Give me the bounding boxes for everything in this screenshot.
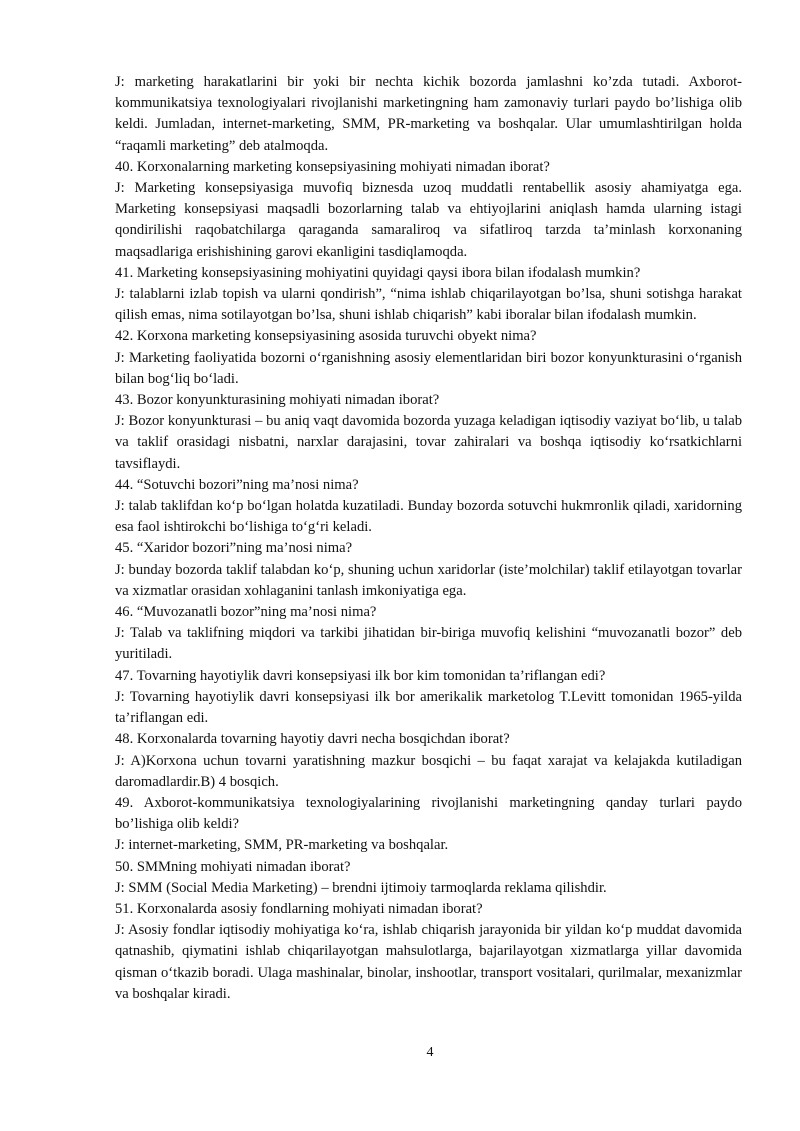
- paragraph-answer: J: internet-marketing, SMM, PR-marketing va boshqalar.: [115, 837, 449, 854]
- question-42: 42. Korxona marketing konsepsiyasining asosida turuvchi obyekt nima?: [115, 328, 537, 345]
- page-body: [115, 72, 742, 1005]
- question-50: 50. SMMning mohiyati nimadan iborat?: [115, 858, 351, 875]
- page-number: 4: [426, 1045, 434, 1060]
- paragraph-answer: J: Talab va taklifning miqdori va tarkibi jihatidan bir-biriga muvofiq kelishini “muvozanatli bozor” deb yuritiladi.: [115, 625, 742, 663]
- paragraph-answer: J: Asosiy fondlar iqtisodiy mohiyatiga ko‘ra, ishlab chiqarish jarayonida bir yildan ko‘p muddat davomida qatnashib, qiymatini ishlab chiqarilayotgan mahsulotlarga, bajarilayotgan xizmatlarga yillar davomida qisman o‘tkazib boradi. Ulaga mashinalar, binolar, inshootlar, transport vositalari, qurilmalar, mexanizmlar va boshqalar kiradi.: [115, 922, 742, 1002]
- paragraph-answer: J: A)Korxona uchun tovarni yaratishning mazkur bosqichi – bu faqat xarajat va kelajakda kutiladigan daromadlardir.B) 4 bosqich.: [115, 752, 742, 790]
- question-40: 40. Korxonalarning marketing konsepsiyasining mohiyati nimadan iborat?: [115, 158, 550, 175]
- question-43: 43. Bozor konyunkturasining mohiyati nimadan iborat?: [115, 392, 440, 409]
- paragraph-answer: J: bunday bozorda taklif talabdan ko‘p, shuning uchun xaridorlar (iste’molchilar) taklif etilayotgan tovarlar va xizmatlar orasidan xohlaganini tanlash imkoniyatiga ega.: [115, 561, 742, 599]
- question-41: 41. Marketing konsepsiyasining mohiyatini quyidagi qaysi ibora bilan ifodalash mumkin?: [115, 264, 641, 281]
- question-47: 47. Tovarning hayotiylik davri konsepsiyasi ilk bor kim tomonidan ta’riflangan edi?: [115, 667, 606, 684]
- paragraph-answer: J: Marketing faoliyatida bozorni o‘rganishning asosiy elementlaridan biri bozor konyunkturasini o‘rganish bilan bog‘liq bo‘ladi.: [115, 349, 742, 387]
- question-49: 49. Axborot-kommunikatsiya texnologiyalarining rivojlanishi marketingning qanday turlari paydo bo’lishiga olib keldi?: [115, 794, 742, 833]
- question-44: 44. “Sotuvchi bozori”ning ma’nosi nima?: [115, 476, 359, 493]
- paragraph-answer: J: SMM (Social Media Marketing) – brendni ijtimoiy tarmoqlarda reklama qilishdir.: [115, 879, 607, 896]
- question-51: 51. Korxonalarda asosiy fondlarning mohiyati nimadan iborat?: [115, 900, 483, 917]
- paragraph-answer: J: Marketing konsepsiyasiga muvofiq biznesda uzoq muddatli rentabellik asosiy ahamiyatga ega. Marketing konsepsiyasi maqsadli bozorlarning talab va ehtiyojlarini aniqlash hamda ularning istagi qondirilishi raqobatchilarga qaraganda samaraliroq va sifatliroq tarzda ta’minlash korxonaning maqsadlariga erishishining garovi ekanligini tasdiqlamoqda.: [115, 180, 742, 260]
- question-45: 45. “Xaridor bozori”ning ma’nosi nima?: [115, 540, 353, 557]
- paragraph-answer: J: marketing harakatlarini bir yoki bir nechta kichik bozorda jamlashni ko’zda tutadi. Axborot-kommunikatsiya texnologiyalari rivojlanishi marketingning ham zamonaviy turlari paydo bo’lishiga olib keldi. Jumladan, internet-marketing, SMM, PR-marketing va boshqalar. Ular umumlashtirilgan holda “raqamli marketing” deb atalmoqda.: [115, 74, 742, 154]
- paragraph-answer: J: talab taklifdan ko‘p bo‘lgan holatda kuzatiladi. Bunday bozorda sotuvchi hukmronlik qiladi, xaridorning esa faol ishtirokchi bo‘lishiga to‘g‘ri keladi.: [115, 498, 742, 536]
- paragraph-answer: J: talablarni izlab topish va ularni qondirish”, “nima ishlab chiqarilayotgan bo’lsa, shuni sotishga harakat qilish emas, nima sotilayotgan bo’lsa, shuni ishlab chiqarish” kabi iboralar bilan ifodalash mumkin.: [115, 286, 742, 324]
- paragraph-answer: J: Bozor konyunkturasi – bu aniq vaqt davomida bozorda yuzaga keladigan iqtisodiy vaziyat bo‘lib, u talab va taklif orasidagi nisbatni, narxlar darajasini, tovar zahiralari va boshqa iqtisodiy ko‘rsatkichlarni tavsiflaydi.: [115, 413, 742, 472]
- paragraph-answer: J: Tovarning hayotiylik davri konsepsiyasi ilk bor amerikalik marketolog T.Levitt tomonidan 1965-yilda ta’riflangan edi.: [115, 688, 742, 727]
- question-46: 46. “Muvozanatli bozor”ning ma’nosi nima?: [115, 604, 377, 621]
- question-48: 48. Korxonalarda tovarning hayotiy davri necha bosqichdan iborat?: [115, 731, 510, 748]
